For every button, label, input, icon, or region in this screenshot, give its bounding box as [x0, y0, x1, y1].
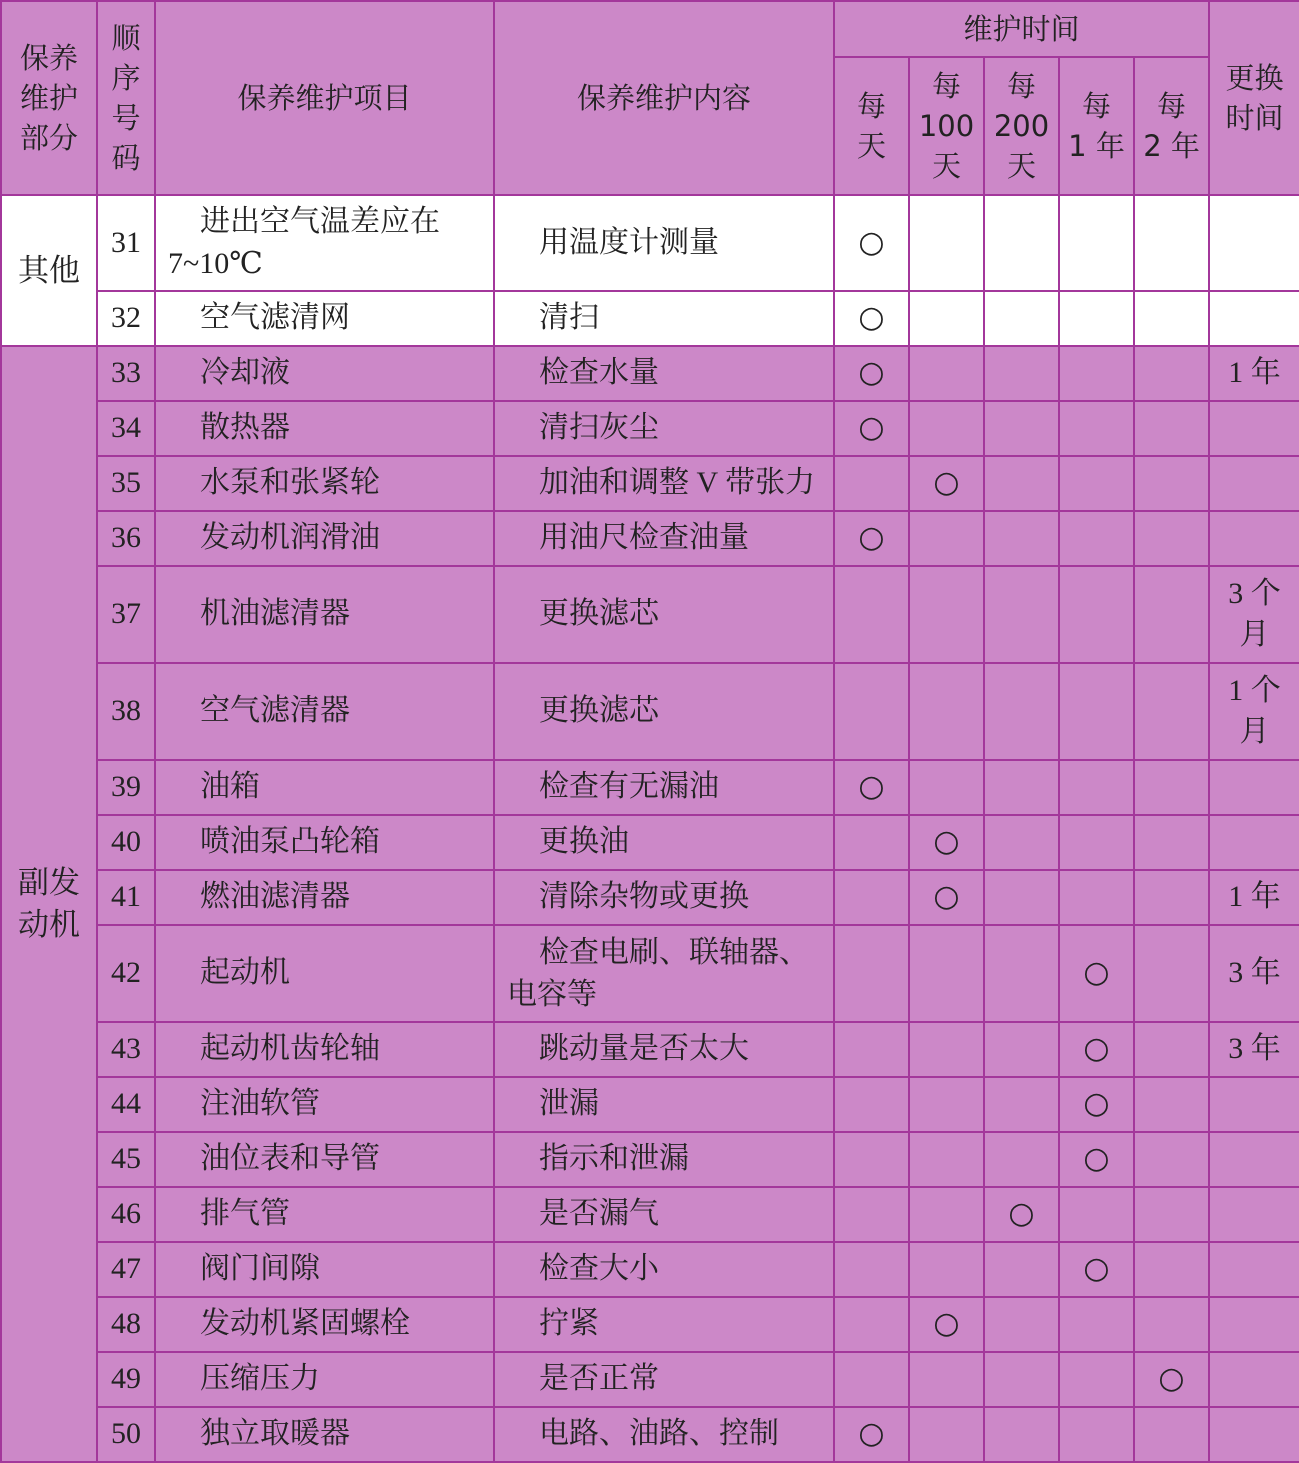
content-cell: 加油和调整 V 带张力: [494, 456, 834, 511]
content-cell: 检查大小: [494, 1242, 834, 1297]
mark-cell-d100: [909, 195, 984, 291]
item-cell: 独立取暖器: [155, 1407, 494, 1462]
seq-cell: 50: [97, 1407, 155, 1462]
mark-cell-daily: [834, 1022, 909, 1077]
mark-cell-y1: [1059, 346, 1134, 401]
mark-cell-y2: [1134, 401, 1209, 456]
replace-cell: [1209, 1242, 1299, 1297]
item-cell: 进出空气温差应在 7~10℃: [155, 195, 494, 291]
replace-cell: [1209, 195, 1299, 291]
content-cell: 是否漏气: [494, 1187, 834, 1242]
mark-cell-daily: [834, 925, 909, 1022]
mark-cell-d200: [984, 1352, 1059, 1407]
mark-cell-d100: [909, 401, 984, 456]
header-2-years: 每 2 年: [1134, 57, 1209, 195]
seq-cell: 41: [97, 870, 155, 925]
header-item: 保养维护项目: [155, 1, 494, 195]
seq-cell: 49: [97, 1352, 155, 1407]
mark-cell-d100: [909, 1132, 984, 1187]
mark-cell-y2: [1134, 760, 1209, 815]
item-cell: 空气滤清网: [155, 291, 494, 346]
mark-cell-y1: [1059, 456, 1134, 511]
item-cell: 机油滤清器: [155, 566, 494, 663]
mark-cell-d200: [984, 1242, 1059, 1297]
mark-cell-y2: [1134, 925, 1209, 1022]
mark-cell-d200: [984, 1407, 1059, 1462]
mark-cell-y1: ○: [1059, 925, 1134, 1022]
mark-cell-y2: [1134, 663, 1209, 760]
mark-cell-daily: [834, 1187, 909, 1242]
replace-cell: 1 年: [1209, 870, 1299, 925]
mark-cell-d100: [909, 566, 984, 663]
mark-cell-y1: [1059, 566, 1134, 663]
table-row: [1, 1077, 1299, 1132]
replace-cell: [1209, 1187, 1299, 1242]
mark-cell-y2: [1134, 815, 1209, 870]
table-row: [1, 1132, 1299, 1187]
mark-cell-d100: ○: [909, 815, 984, 870]
replace-cell: 1 个 月: [1209, 663, 1299, 760]
mark-cell-y1: [1059, 1407, 1134, 1462]
mark-cell-daily: [834, 1352, 909, 1407]
content-cell: 检查电刷、联轴器、 电容等: [494, 925, 834, 1022]
header-time-group: 维护时间: [834, 1, 1209, 57]
mark-cell-d200: ○: [984, 1187, 1059, 1242]
mark-cell-y2: [1134, 1242, 1209, 1297]
replace-cell: [1209, 760, 1299, 815]
mark-cell-d200: [984, 760, 1059, 815]
mark-cell-y2: [1134, 456, 1209, 511]
replace-cell: [1209, 1132, 1299, 1187]
mark-cell-daily: ○: [834, 760, 909, 815]
mark-cell-d200: [984, 401, 1059, 456]
content-cell: 检查水量: [494, 346, 834, 401]
table-row: [1, 1187, 1299, 1242]
header-100-days: 每 100 天: [909, 57, 984, 195]
mark-cell-d100: ○: [909, 456, 984, 511]
content-cell: 跳动量是否太大: [494, 1022, 834, 1077]
mark-cell-daily: ○: [834, 401, 909, 456]
content-cell: 清除杂物或更换: [494, 870, 834, 925]
table-row: [1, 1022, 1299, 1077]
content-cell: 泄漏: [494, 1077, 834, 1132]
replace-cell: [1209, 291, 1299, 346]
item-cell: 油位表和导管: [155, 1132, 494, 1187]
mark-cell-y1: [1059, 195, 1134, 291]
content-cell: 清扫灰尘: [494, 401, 834, 456]
mark-cell-y1: [1059, 815, 1134, 870]
mark-cell-y2: ○: [1134, 1352, 1209, 1407]
replace-cell: [1209, 1077, 1299, 1132]
replace-cell: 1 年: [1209, 346, 1299, 401]
content-cell: 指示和泄漏: [494, 1132, 834, 1187]
content-cell: 电路、油路、控制: [494, 1407, 834, 1462]
item-cell: 油箱: [155, 760, 494, 815]
mark-cell-y2: [1134, 511, 1209, 566]
mark-cell-d200: [984, 1022, 1059, 1077]
mark-cell-daily: ○: [834, 511, 909, 566]
item-cell: 起动机齿轮轴: [155, 1022, 494, 1077]
mark-cell-daily: [834, 1242, 909, 1297]
mark-cell-daily: [834, 1132, 909, 1187]
mark-cell-y2: [1134, 1297, 1209, 1352]
mark-cell-y2: [1134, 1187, 1209, 1242]
mark-cell-d200: [984, 1077, 1059, 1132]
mark-cell-daily: [834, 566, 909, 663]
mark-cell-daily: [834, 1297, 909, 1352]
mark-cell-y1: [1059, 663, 1134, 760]
mark-cell-d100: [909, 291, 984, 346]
seq-cell: 43: [97, 1022, 155, 1077]
mark-cell-d100: [909, 511, 984, 566]
seq-cell: 46: [97, 1187, 155, 1242]
table-row: [1, 195, 1299, 291]
seq-cell: 44: [97, 1077, 155, 1132]
replace-cell: [1209, 1352, 1299, 1407]
mark-cell-y1: [1059, 760, 1134, 815]
item-cell: 压缩压力: [155, 1352, 494, 1407]
seq-cell: 48: [97, 1297, 155, 1352]
seq-cell: 33: [97, 346, 155, 401]
content-cell: 是否正常: [494, 1352, 834, 1407]
item-cell: 空气滤清器: [155, 663, 494, 760]
mark-cell-y1: [1059, 511, 1134, 566]
table-row: [1, 511, 1299, 566]
header-200-days: 每 200 天: [984, 57, 1059, 195]
mark-cell-daily: [834, 663, 909, 760]
mark-cell-d200: [984, 1297, 1059, 1352]
item-cell: 发动机紧固螺栓: [155, 1297, 494, 1352]
seq-cell: 35: [97, 456, 155, 511]
table-body: [1, 195, 1299, 1462]
seq-cell: 37: [97, 566, 155, 663]
mark-cell-y2: [1134, 1022, 1209, 1077]
mark-cell-daily: [834, 870, 909, 925]
item-cell: 阀门间隙: [155, 1242, 494, 1297]
mark-cell-y2: [1134, 291, 1209, 346]
mark-cell-d200: [984, 456, 1059, 511]
mark-cell-y2: [1134, 195, 1209, 291]
seq-cell: 38: [97, 663, 155, 760]
mark-cell-d100: [909, 346, 984, 401]
mark-cell-d200: [984, 291, 1059, 346]
table-row: [1, 663, 1299, 760]
mark-cell-daily: ○: [834, 346, 909, 401]
table-row: [1, 760, 1299, 815]
mark-cell-d100: [909, 663, 984, 760]
seq-cell: 34: [97, 401, 155, 456]
mark-cell-y2: [1134, 870, 1209, 925]
table-header: [1, 1, 1299, 195]
seq-cell: 32: [97, 291, 155, 346]
mark-cell-d100: [909, 1077, 984, 1132]
seq-cell: 40: [97, 815, 155, 870]
table-row: [1, 456, 1299, 511]
item-cell: 排气管: [155, 1187, 494, 1242]
header-seq: 顺 序 号 码: [97, 1, 155, 195]
replace-cell: [1209, 511, 1299, 566]
mark-cell-d100: [909, 760, 984, 815]
table-row: [1, 566, 1299, 663]
content-cell: 更换油: [494, 815, 834, 870]
mark-cell-y1: ○: [1059, 1132, 1134, 1187]
item-cell: 起动机: [155, 925, 494, 1022]
item-cell: 冷却液: [155, 346, 494, 401]
mark-cell-y2: [1134, 1077, 1209, 1132]
mark-cell-d200: [984, 663, 1059, 760]
mark-cell-y1: [1059, 1297, 1134, 1352]
mark-cell-d100: [909, 1352, 984, 1407]
mark-cell-d100: [909, 925, 984, 1022]
mark-cell-y1: [1059, 1352, 1134, 1407]
mark-cell-daily: ○: [834, 291, 909, 346]
mark-cell-d200: [984, 925, 1059, 1022]
table-row: [1, 346, 1299, 401]
replace-cell: 3 个 月: [1209, 566, 1299, 663]
mark-cell-daily: [834, 815, 909, 870]
table-row: [1, 1407, 1299, 1462]
replace-cell: 3 年: [1209, 925, 1299, 1022]
header-replace: 更换 时间: [1209, 1, 1299, 195]
header-1-year: 每 1 年: [1059, 57, 1134, 195]
mark-cell-d200: [984, 511, 1059, 566]
mark-cell-d200: [984, 566, 1059, 663]
seq-cell: 45: [97, 1132, 155, 1187]
replace-cell: [1209, 456, 1299, 511]
mark-cell-d200: [984, 346, 1059, 401]
part-cell-other: 其他: [1, 195, 97, 346]
content-cell: 用油尺检查油量: [494, 511, 834, 566]
table-row: [1, 291, 1299, 346]
content-cell: 更换滤芯: [494, 663, 834, 760]
item-cell: 发动机润滑油: [155, 511, 494, 566]
mark-cell-y1: [1059, 401, 1134, 456]
content-cell: 用温度计测量: [494, 195, 834, 291]
seq-cell: 36: [97, 511, 155, 566]
item-cell: 注油软管: [155, 1077, 494, 1132]
table-row: [1, 1297, 1299, 1352]
seq-cell: 42: [97, 925, 155, 1022]
mark-cell-daily: ○: [834, 1407, 909, 1462]
mark-cell-d100: [909, 1022, 984, 1077]
mark-cell-d200: [984, 195, 1059, 291]
table-row: [1, 401, 1299, 456]
mark-cell-d100: [909, 1242, 984, 1297]
replace-cell: 3 年: [1209, 1022, 1299, 1077]
content-cell: 拧紧: [494, 1297, 834, 1352]
table-row: [1, 870, 1299, 925]
seq-cell: 39: [97, 760, 155, 815]
mark-cell-d200: [984, 870, 1059, 925]
mark-cell-y1: [1059, 291, 1134, 346]
mark-cell-y2: [1134, 346, 1209, 401]
mark-cell-d100: [909, 1187, 984, 1242]
item-cell: 水泵和张紧轮: [155, 456, 494, 511]
header-content: 保养维护内容: [494, 1, 834, 195]
mark-cell-d100: ○: [909, 870, 984, 925]
mark-cell-y1: ○: [1059, 1077, 1134, 1132]
header-daily: 每 天: [834, 57, 909, 195]
mark-cell-y1: [1059, 870, 1134, 925]
mark-cell-daily: [834, 1077, 909, 1132]
mark-cell-daily: [834, 456, 909, 511]
mark-cell-d100: [909, 1407, 984, 1462]
item-cell: 散热器: [155, 401, 494, 456]
table-row: [1, 815, 1299, 870]
mark-cell-y2: [1134, 1132, 1209, 1187]
table-row: [1, 1352, 1299, 1407]
item-cell: 燃油滤清器: [155, 870, 494, 925]
mark-cell-y2: [1134, 1407, 1209, 1462]
table-row: [1, 1242, 1299, 1297]
replace-cell: [1209, 1407, 1299, 1462]
mark-cell-y1: [1059, 1187, 1134, 1242]
table-row: [1, 925, 1299, 1022]
part-cell-aux-engine: 副发 动机: [1, 346, 97, 1462]
mark-cell-d200: [984, 1132, 1059, 1187]
content-cell: 清扫: [494, 291, 834, 346]
replace-cell: [1209, 815, 1299, 870]
mark-cell-d200: [984, 815, 1059, 870]
mark-cell-d100: ○: [909, 1297, 984, 1352]
replace-cell: [1209, 401, 1299, 456]
mark-cell-y1: ○: [1059, 1242, 1134, 1297]
mark-cell-daily: ○: [834, 195, 909, 291]
mark-cell-y2: [1134, 566, 1209, 663]
mark-cell-y1: ○: [1059, 1022, 1134, 1077]
header-part: 保养 维护 部分: [1, 1, 97, 195]
item-cell: 喷油泵凸轮箱: [155, 815, 494, 870]
replace-cell: [1209, 1297, 1299, 1352]
content-cell: 检查有无漏油: [494, 760, 834, 815]
seq-cell: 31: [97, 195, 155, 291]
seq-cell: 47: [97, 1242, 155, 1297]
content-cell: 更换滤芯: [494, 566, 834, 663]
